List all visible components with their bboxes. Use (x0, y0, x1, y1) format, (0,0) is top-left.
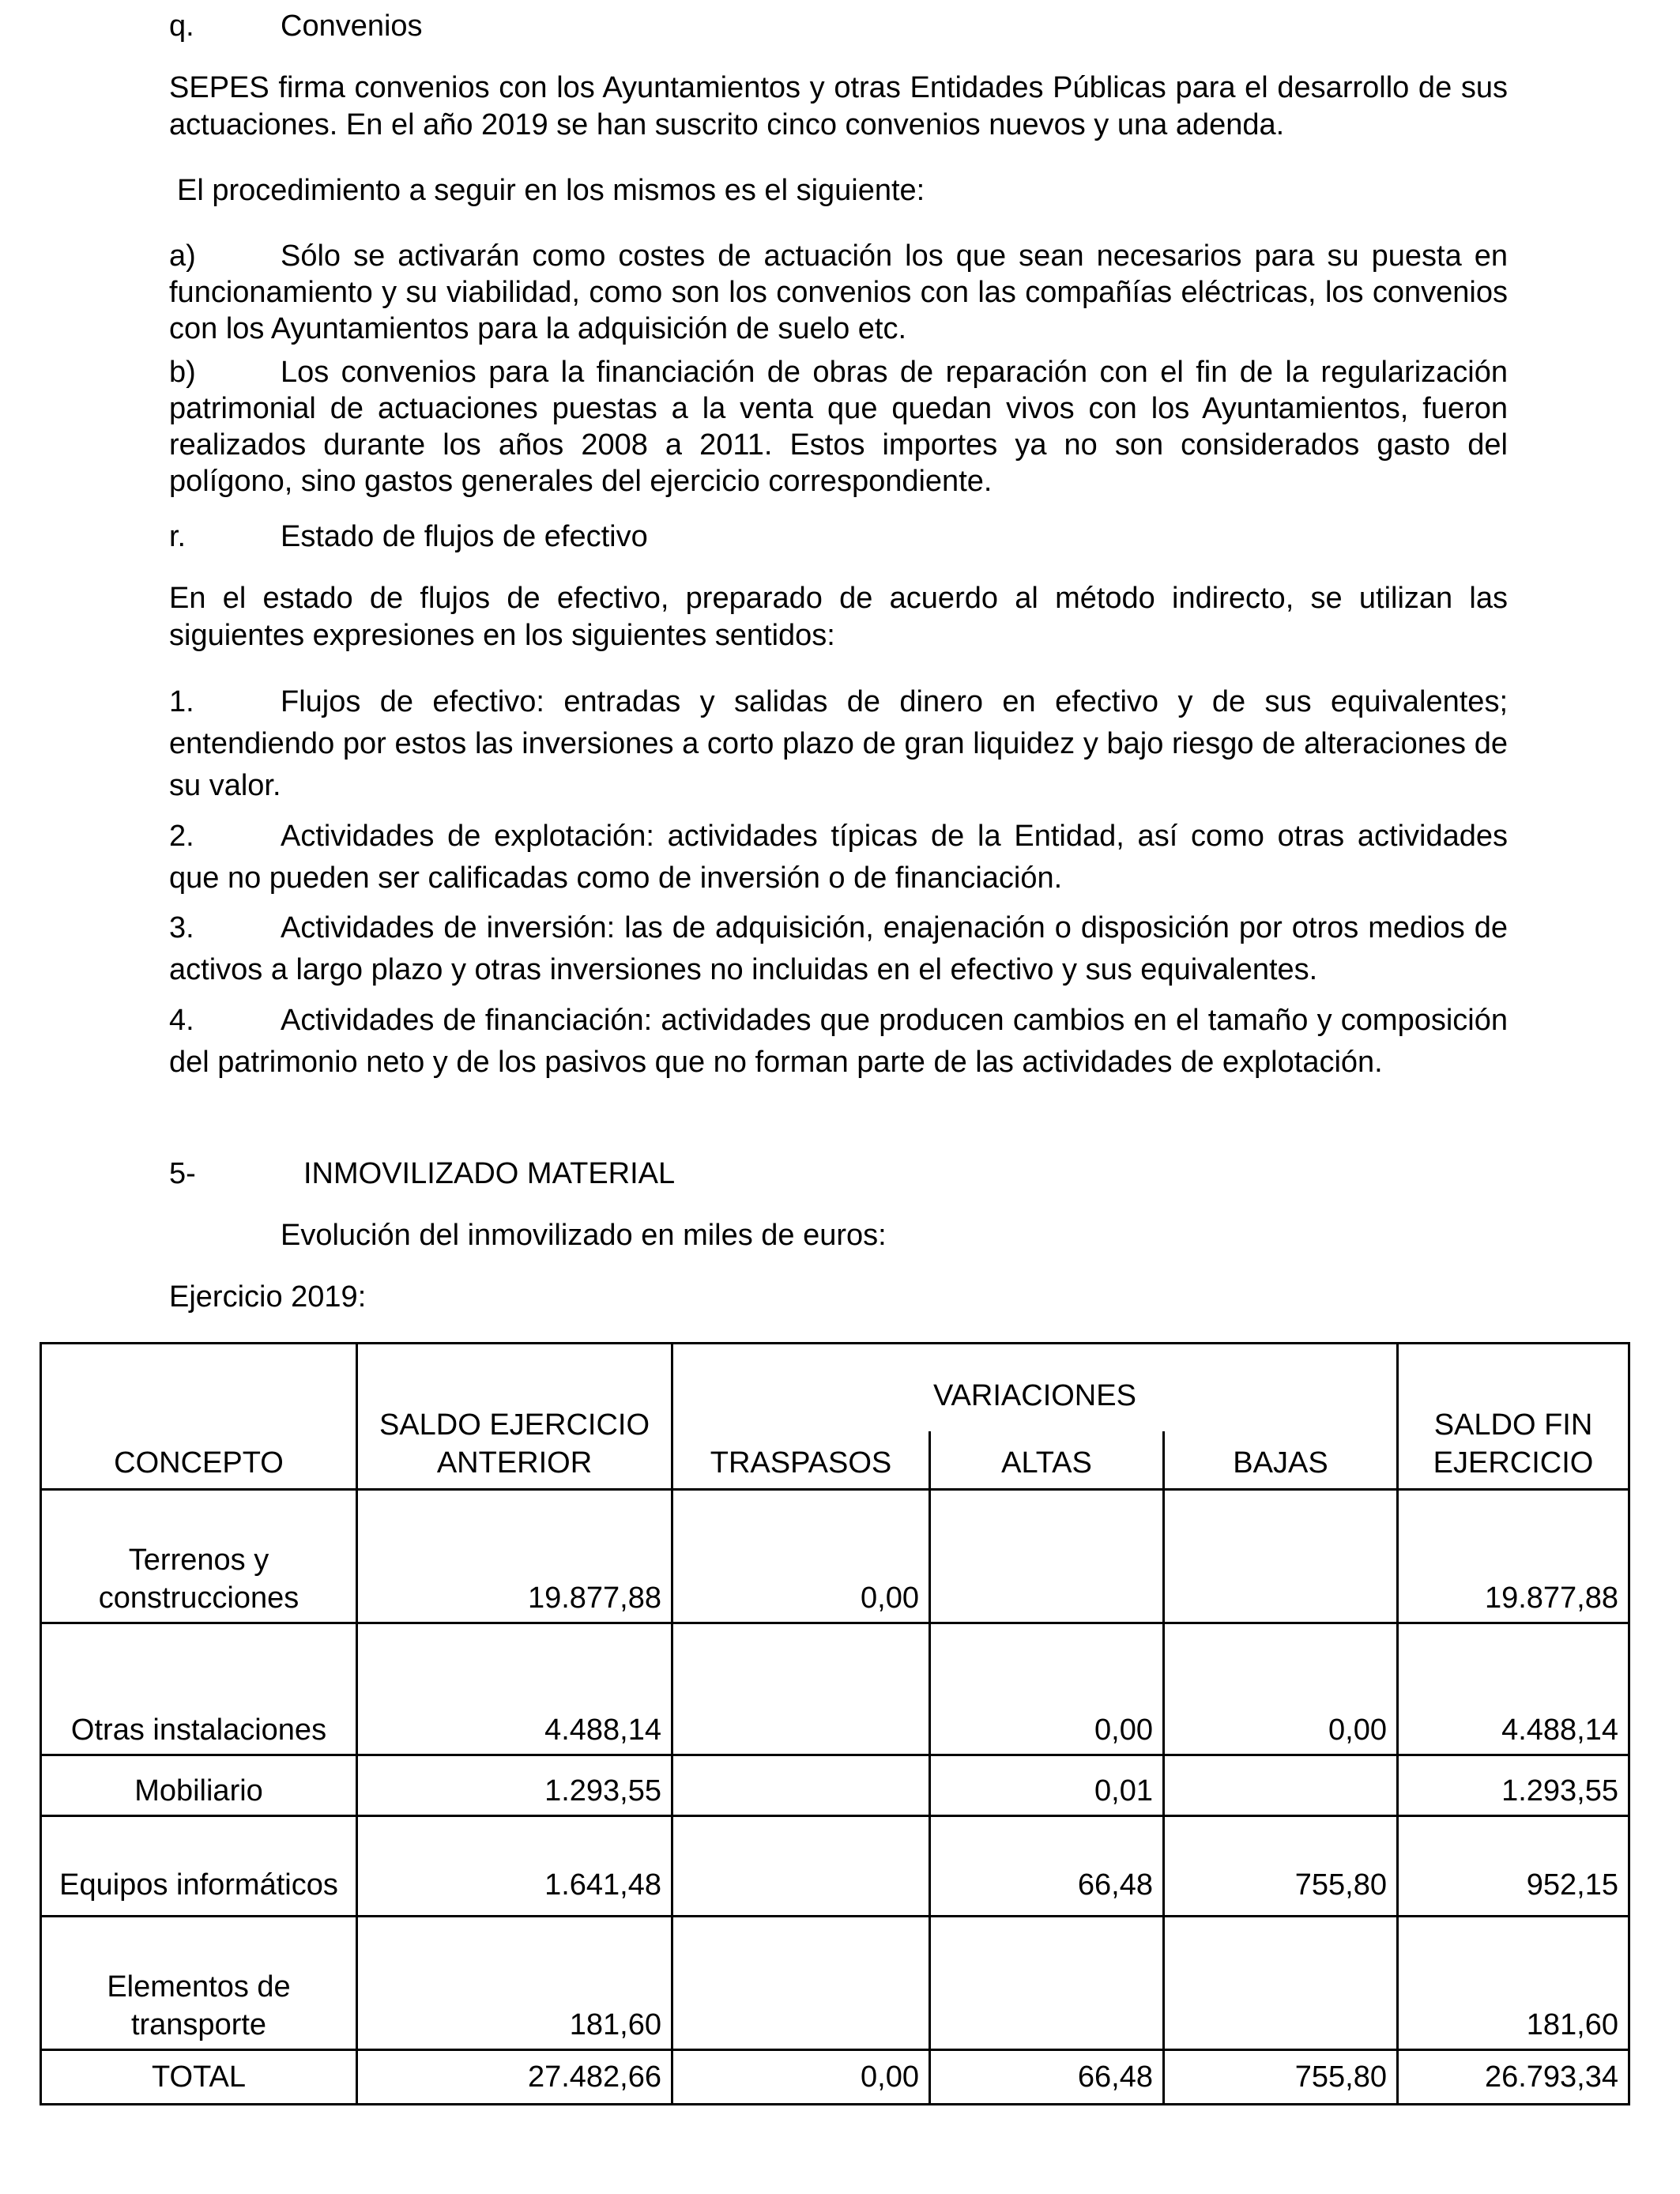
cell-saldo-fin: 952,15 (1398, 1816, 1629, 1917)
section-r-item-3-text: Actividades de inversión: las de adquisición, enajenación o disposición por otros medios de activos a largo plazo y otras inversiones no incluidas en el efectivo y sus equivalentes. (169, 911, 1508, 986)
cell-total-saldo-fin: 26.793,34 (1398, 2050, 1629, 2105)
section-q-paragraph-2: El procedimiento a seguir en los mismos es el siguiente: (177, 174, 925, 207)
table-row (41, 1623, 1629, 1755)
cell-bajas (1164, 1490, 1398, 1623)
section-5-subtitle: Evolución del inmovilizado en miles de euros: (281, 1219, 887, 1252)
cell-traspasos (672, 1816, 930, 1917)
cell-total-bajas: 755,80 (1164, 2050, 1398, 2105)
section-r-item-3-marker: 3. (169, 911, 194, 944)
section-q-item-b-marker: b) (169, 356, 196, 389)
cell-total-altas: 66,48 (930, 2050, 1164, 2105)
cell-saldo-anterior: 4.488,14 (357, 1623, 672, 1755)
cell-saldo-anterior: 1.293,55 (357, 1755, 672, 1816)
cell-altas: 0,00 (930, 1623, 1164, 1755)
header-altas: ALTAS (930, 1431, 1164, 1490)
cell-altas (930, 1917, 1164, 2050)
table-total-row (41, 2050, 1629, 2105)
section-r-item-2-text: Actividades de explotación: actividades típicas de la Entidad, así como otras actividades que no pueden ser calificadas como de inversión o de financiación. (169, 820, 1508, 895)
cell-altas: 66,48 (930, 1816, 1164, 1917)
section-r-item-4-text: Actividades de financiación: actividades que producen cambios en el tamaño y composición del patrimonio neto y de los pasivos que no forman parte de las actividades de explotación. (169, 1004, 1508, 1079)
section-q-item-a (169, 238, 1508, 347)
header-concepto: CONCEPTO (41, 1344, 357, 1490)
section-q-heading (169, 8, 423, 45)
section-r-heading (169, 518, 648, 556)
cell-total-saldo-anterior: 27.482,66 (357, 2050, 672, 2105)
cell-altas (930, 1490, 1164, 1623)
section-r-item-2-marker: 2. (169, 820, 194, 853)
section-5-year-label: Ejercicio 2019: (169, 1280, 367, 1314)
section-q-marker: q. (169, 9, 194, 43)
section-r-marker: r. (169, 520, 186, 553)
cell-traspasos: 0,00 (672, 1490, 930, 1623)
section-r-paragraph: En el estado de flujos de efectivo, preparado de acuerdo al método indirecto, se utilizan las siguientes expresiones en los siguientes sentidos: (169, 582, 1508, 652)
cell-concepto: Equipos informáticos (41, 1816, 357, 1917)
section-r-item-4-marker: 4. (169, 1004, 194, 1037)
section-5-heading (169, 1155, 675, 1193)
inmovilizado-table (40, 1342, 1630, 2105)
section-r-item-1-text: Flujos de efectivo: entradas y salidas de dinero en efectivo y de sus equivalentes; entendiendo por estos las inversiones a corto plazo de gran liquidez y bajo riesgo de alteraciones de su valor. (169, 685, 1508, 802)
cell-concepto: Mobiliario (41, 1755, 357, 1816)
header-bajas: BAJAS (1164, 1431, 1398, 1490)
table-row (41, 1816, 1629, 1917)
cell-saldo-anterior: 19.877,88 (357, 1490, 672, 1623)
section-r-item-1-marker: 1. (169, 685, 194, 718)
cell-altas: 0,01 (930, 1755, 1164, 1816)
section-r-item-4 (169, 1000, 1508, 1084)
section-q-item-a-text: Sólo se activarán como costes de actuación los que sean necesarios para su puesta en funcionamiento y su viabilidad, como son los convenios con las compañías eléctricas, los convenios con los Ayuntamientos para la adquisición de suelo etc. (169, 239, 1508, 345)
section-5-marker: 5- (169, 1157, 196, 1190)
header-saldo-fin: SALDO FIN EJERCICIO (1398, 1344, 1629, 1490)
cell-bajas: 0,00 (1164, 1623, 1398, 1755)
section-r-item-3 (169, 907, 1508, 991)
section-r-item-2 (169, 816, 1508, 899)
cell-traspasos (672, 1755, 930, 1816)
header-traspasos: TRASPASOS (672, 1431, 930, 1490)
cell-saldo-anterior: 181,60 (357, 1917, 672, 2050)
section-r-item-1 (169, 681, 1508, 807)
section-5-title: INMOVILIZADO MATERIAL (303, 1157, 676, 1190)
header-saldo-anterior: SALDO EJERCICIO ANTERIOR (357, 1344, 672, 1490)
cell-saldo-fin: 181,60 (1398, 1917, 1629, 2050)
cell-saldo-fin: 19.877,88 (1398, 1490, 1629, 1623)
table-row (41, 1917, 1629, 2050)
cell-concepto: Otras instalaciones (41, 1623, 357, 1755)
header-variaciones: VARIACIONES (672, 1344, 1398, 1432)
section-q-item-b-text: Los convenios para la financiación de obras de reparación con el fin de la regularización patrimonial de actuaciones puestas a la venta que quedan vivos con los Ayuntamientos, fueron realizados durante los años 2008 a 2011. Estos importes ya no son considerados gasto del polígono, sino gastos generales del ejercicio correspondiente. (169, 356, 1508, 498)
cell-saldo-anterior: 1.641,48 (357, 1816, 672, 1917)
section-q-paragraph-1: SEPES firma convenios con los Ayuntamientos y otras Entidades Públicas para el desarrollo de sus actuaciones. En el año 2019 se han suscrito cinco convenios nuevos y una adenda. (169, 71, 1508, 141)
table-row (41, 1490, 1629, 1623)
table-header-row-top (41, 1344, 1629, 1432)
cell-traspasos (672, 1917, 930, 2050)
table-row (41, 1755, 1629, 1816)
inmovilizado-table-wrapper (40, 1342, 1628, 2105)
cell-bajas (1164, 1917, 1398, 2050)
section-r-title: Estado de flujos de efectivo (281, 520, 648, 553)
cell-traspasos (672, 1623, 930, 1755)
cell-total-label: TOTAL (41, 2050, 357, 2105)
section-q-item-b (169, 354, 1508, 499)
cell-total-traspasos: 0,00 (672, 2050, 930, 2105)
cell-bajas (1164, 1755, 1398, 1816)
cell-saldo-fin: 4.488,14 (1398, 1623, 1629, 1755)
section-q-title: Convenios (281, 9, 423, 43)
section-q-item-a-marker: a) (169, 239, 196, 273)
cell-concepto: Elementos de transporte (41, 1917, 357, 2050)
cell-saldo-fin: 1.293,55 (1398, 1755, 1629, 1816)
cell-bajas: 755,80 (1164, 1816, 1398, 1917)
cell-concepto: Terrenos y construcciones (41, 1490, 357, 1623)
